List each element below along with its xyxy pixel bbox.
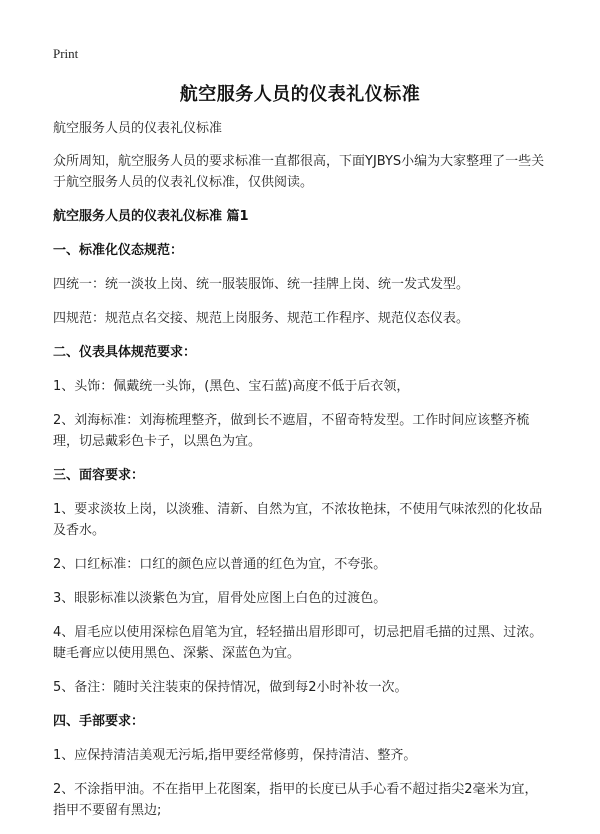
paragraph: 1、应保持清洁美观无污垢,指甲要经常修剪，保持清洁、整齐。 — [53, 748, 417, 763]
paragraph: 2、口红标准：口红的颜色应以普通的红色为宜，不夸张。 — [53, 557, 387, 572]
paragraph: 四统一：统一淡妆上岗、统一服装服饰、统一挂牌上岗、统一发式发型。 — [53, 277, 470, 292]
paragraph: 3、眼影标准以淡紫色为宜，眉骨处应图上白色的过渡色。 — [53, 591, 387, 606]
paragraph: 1、要求淡妆上岗，以淡雅、清新、自然为宜，不浓妆艳抹，不使用气味浓烈的化妆品及香水。 — [53, 502, 543, 538]
paragraph: 2、刘海标准：刘海梳理整齐，做到长不遮眉，不留奇特发型。工作时间应该整齐梳理，切忌戴彩色卡子，以黑色为宜。 — [53, 413, 530, 449]
document-body — [53, 118, 549, 834]
document-title: 航空服务人员的仪表礼仪标准 — [179, 84, 421, 105]
section-heading: 二、仪表具体规范要求： — [53, 345, 197, 360]
paragraph: 四规范：规范点名交接、规范上岗服务、规范工作程序、规范仪态仪表。 — [53, 311, 470, 326]
paragraph: 5、备注：随时关注装束的保持情况，做到每2小时补妆一次。 — [53, 680, 408, 695]
paragraph: 4、眉毛应以使用深棕色眉笔为宜，轻轻描出眉形即可，切忌把眉毛描的过黑、过浓。睫毛膏应以使用黑色、深紫、深蓝色为宜。 — [53, 625, 543, 661]
document-subtitle: 航空服务人员的仪表礼仪标准 — [53, 121, 223, 136]
paragraph: 2、不涂指甲油。不在指甲上花图案，指甲的长度已从手心看不超过指尖2毫米为宜，指甲不要留有黑边; — [53, 782, 538, 818]
print-link[interactable]: Print — [53, 46, 79, 61]
section-title: 航空服务人员的仪表礼仪标准 篇1 — [53, 209, 249, 224]
section-heading: 一、标准化仪态规范： — [53, 243, 184, 258]
intro-paragraph: 众所周知，航空服务人员的要求标准一直都很高，下面YJBYS小编为大家整理了一些关于航空服务人员的仪表礼仪标准，仅供阅读。 — [53, 154, 545, 190]
section-heading: 三、面容要求： — [53, 468, 145, 483]
paragraph: 1、头饰：佩戴统一头饰，(黑色、宝石蓝)高度不低于后衣领， — [53, 379, 410, 394]
section-heading: 四、手部要求： — [53, 714, 145, 729]
